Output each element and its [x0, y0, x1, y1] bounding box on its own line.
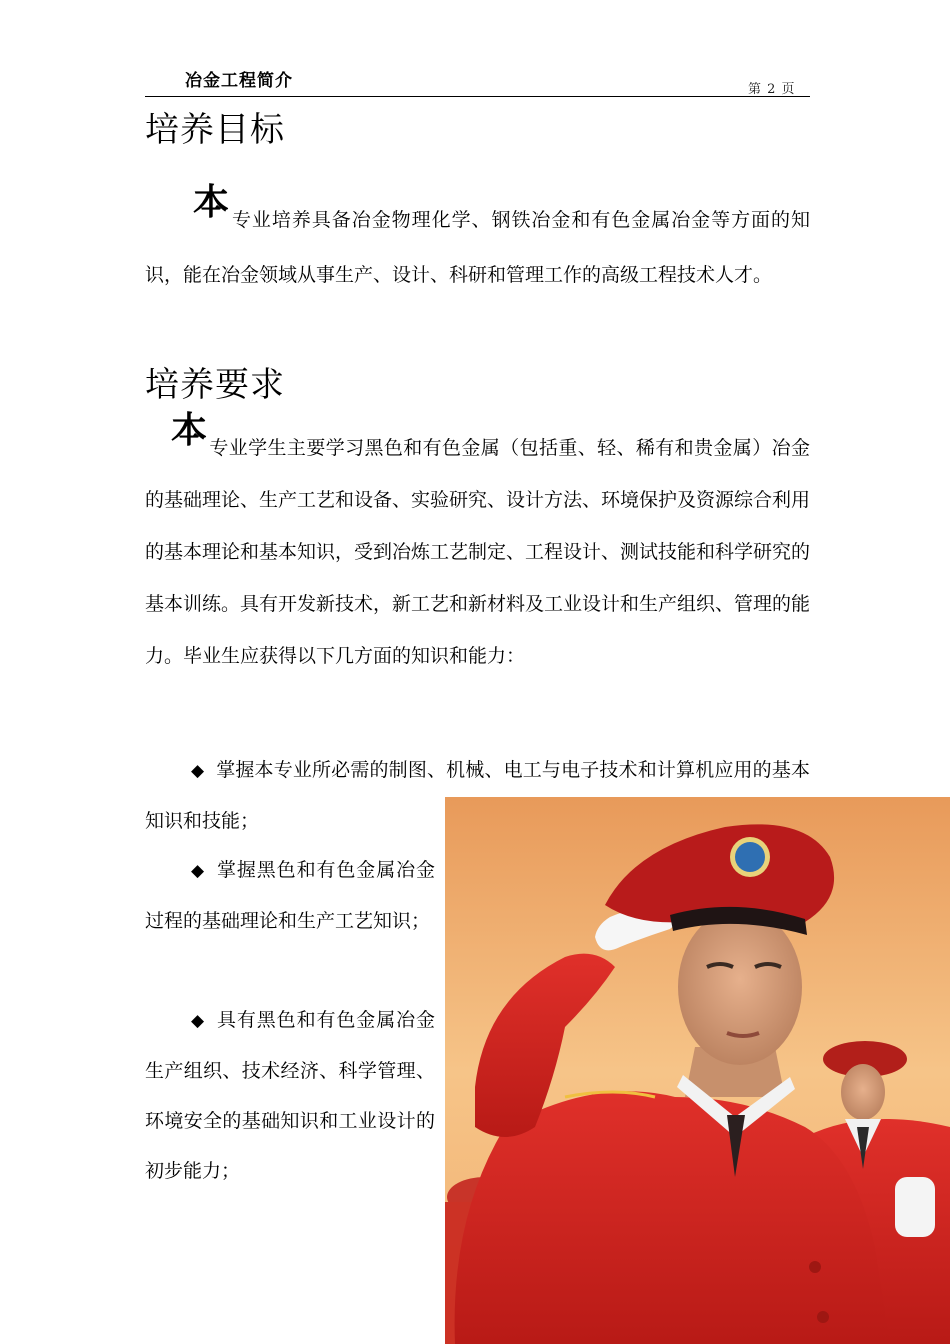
diamond-bullet-icon: ◆ [191, 861, 205, 881]
bullet-text: 掌握本专业所必需的制图、机械、电工与电子技术和计算机应用的基本知识和技能； [145, 759, 810, 832]
header-rule [145, 96, 810, 97]
section-heading-requirements: 培养要求 [145, 365, 285, 405]
bullet-item [145, 995, 435, 1196]
bullet-item [145, 845, 435, 946]
objectives-text: 专业培养具备冶金物理化学、钢铁冶金和有色金属冶金等方面的知识，能在冶金领域从事生产、设计、科研和管理工作的高级工程技术人才。 [145, 209, 810, 286]
section-heading-objectives: 培养目标 [145, 110, 285, 150]
drop-cap: 本 [193, 181, 230, 223]
bullet-text: 掌握黑色和有色金属冶金过程的基础理论和生产工艺知识； [145, 859, 435, 932]
diamond-bullet-icon: ◆ [191, 761, 205, 781]
requirements-paragraph [145, 409, 811, 682]
drop-cap: 本 [171, 409, 208, 451]
bullet-text: 具有黑色和有色金属冶金生产组织、技术经济、科学管理、环境安全的基础知识和工业设计的初步能力； [145, 1009, 435, 1182]
page-number: 第 2 页 [748, 82, 796, 97]
diamond-bullet-icon: ◆ [191, 1011, 205, 1031]
saluting-honor-guard-photo [445, 797, 950, 1344]
objectives-paragraph [145, 181, 810, 303]
requirements-text: 专业学生主要学习黑色和有色金属（包括重、轻、稀有和贵金属）冶金的基础理论、生产工艺和设备、实验研究、设计方法、环境保护及资源综合利用的基本理论和基本知识，受到冶炼工艺制定、工程设计、测试技能和科学研究的基本训练。具有开发新技术，新工艺和新材料及工业设计和生产组织、管理的能力。毕业生应获得以下几方面的知识和能力： [145, 437, 811, 667]
header-title: 冶金工程简介 [185, 71, 293, 91]
